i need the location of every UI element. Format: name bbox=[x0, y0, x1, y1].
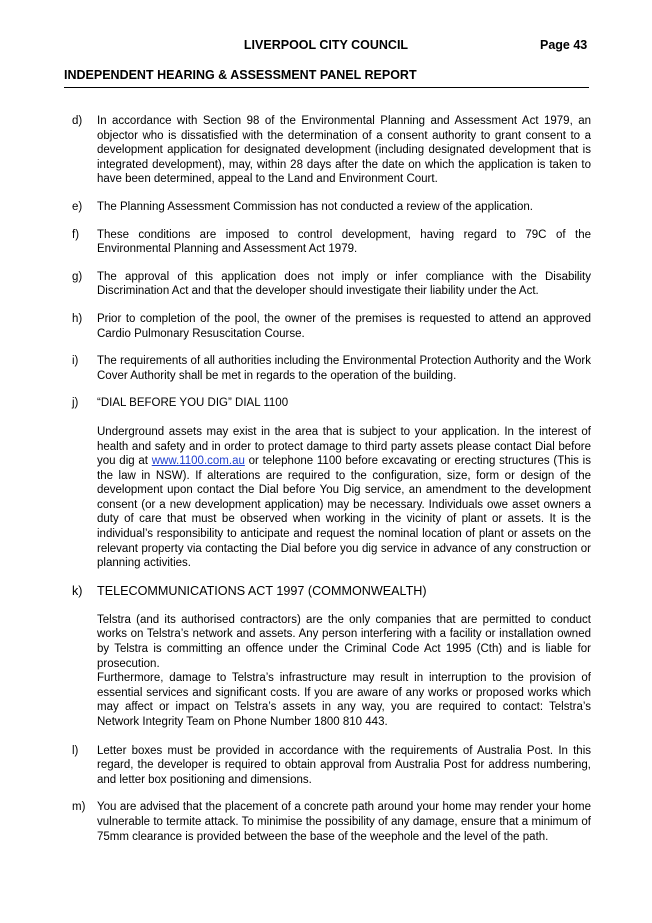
conditions-list bbox=[72, 114, 591, 857]
condition-l bbox=[72, 744, 591, 788]
condition-k bbox=[72, 584, 591, 730]
item-text: These conditions are imposed to control development, having regard to 79C of the Environmental Planning and Assessment Act 1979. bbox=[97, 228, 591, 256]
item-text: The approval of this application does not imply or infer compliance with the Disability Discrimination Act and that the developer should investigate their liability under the Act. bbox=[97, 270, 591, 298]
item-letter: l) bbox=[72, 744, 79, 757]
paragraph-text: Underground assets may exist in the area that is subject to your application. In the interest of health and safety and in order to protect damage to third party assets please contact Dial before you dig at bbox=[97, 425, 591, 468]
dial-before-you-dig-link[interactable]: www.1100.com.au bbox=[151, 455, 245, 468]
condition-m bbox=[72, 800, 591, 844]
condition-j bbox=[72, 396, 591, 571]
paragraph-text: or telephone 1100 before excavating or erecting structures (This is the law in NSW). If alterations are required to the configuration, size, form or design of the development upon contact the Dial before You Dig service, an amendment to the development consent (or a new development application) may be necessary. Individuals owe asset owners a duty of care that must be observed when working in the vicinity of plant or assets. It is the individual’s responsibility to anticipate and request the nominal location of plant or assets on the relevant property via contacting the Dial before you dig service in advance of any construction or planning activities. bbox=[97, 455, 591, 570]
item-letter: j) bbox=[72, 397, 79, 410]
item-letter: d) bbox=[72, 115, 83, 127]
condition-f bbox=[72, 228, 591, 257]
report-title: INDEPENDENT HEARING & ASSESSMENT PANEL REPORT bbox=[64, 68, 417, 82]
item-paragraph: Telstra (and its authorised contractors) are the only companies that are permitted to conduct works on Telstra’s network and assets. Any person interfering with a facility or installation owned by Telstra is committing an offence under the Criminal Code Act 1995 (Cth) and is liable for prosecution. bbox=[97, 613, 591, 670]
condition-h bbox=[72, 312, 591, 341]
item-letter: k) bbox=[72, 583, 83, 598]
item-heading: TELECOMMUNICATIONS ACT 1997 (COMMONWEALTH) bbox=[97, 583, 427, 598]
item-text: The requirements of all authorities including the Environmental Protection Authority and the Work Cover Authority shall be met in regards to the operation of the building. bbox=[97, 355, 591, 382]
condition-e bbox=[72, 200, 591, 215]
item-letter: h) bbox=[72, 312, 83, 325]
item-letter: i) bbox=[72, 355, 79, 368]
item-letter: e) bbox=[72, 200, 83, 213]
condition-d bbox=[72, 114, 591, 187]
item-heading: “DIAL BEFORE YOU DIG” DIAL 1100 bbox=[97, 397, 289, 410]
item-text: You are advised that the placement of a concrete path around your home may render your home vulnerable to termite attack. To minimise the possibility of any damage, ensure that a minimum of 75mm clearance is provided between the base of the weephole and the level of the path. bbox=[97, 801, 591, 843]
item-text: The Planning Assessment Commission has not conducted a review of the application. bbox=[97, 200, 533, 213]
condition-g bbox=[72, 270, 591, 299]
page-number: Page 43 bbox=[540, 38, 588, 52]
item-text: Prior to completion of the pool, the owner of the premises is requested to attend an approved Cardio Pulmonary Resuscitation Course. bbox=[97, 312, 591, 340]
item-text: Letter boxes must be provided in accordance with the requirements of Australia Post. In this regard, the developer is required to obtain approval from Australia Post for address numbering, and letter box positioning and dimensions. bbox=[97, 744, 591, 786]
item-letter: m) bbox=[72, 801, 86, 814]
item-letter: f) bbox=[72, 228, 80, 241]
council-name: LIVERPOOL CITY COUNCIL bbox=[243, 38, 409, 52]
item-paragraph: Furthermore, damage to Telstra’s infrastructure may result in interruption to the provision of essential services and significant costs. If you are aware of any works or proposed works which may affect or impact on Telstra’s assets in any way, you are required to contact: Telstra’s Network Integrity Team on Phone Number 1800 810 443. bbox=[97, 672, 591, 728]
item-letter: g) bbox=[72, 270, 83, 283]
condition-i bbox=[72, 354, 591, 383]
item-paragraph bbox=[97, 425, 591, 571]
header-divider bbox=[64, 87, 589, 88]
item-text: In accordance with Section 98 of the Environmental Planning and Assessment Act 1979, an objector who is dissatisfied with the determination of a consent authority to grant consent to a development application for designated development (including designated development that is integrated development), may, within 28 days after the date on which the application is taken to have been determined, appeal to the Land and Environment Court. bbox=[97, 115, 591, 186]
